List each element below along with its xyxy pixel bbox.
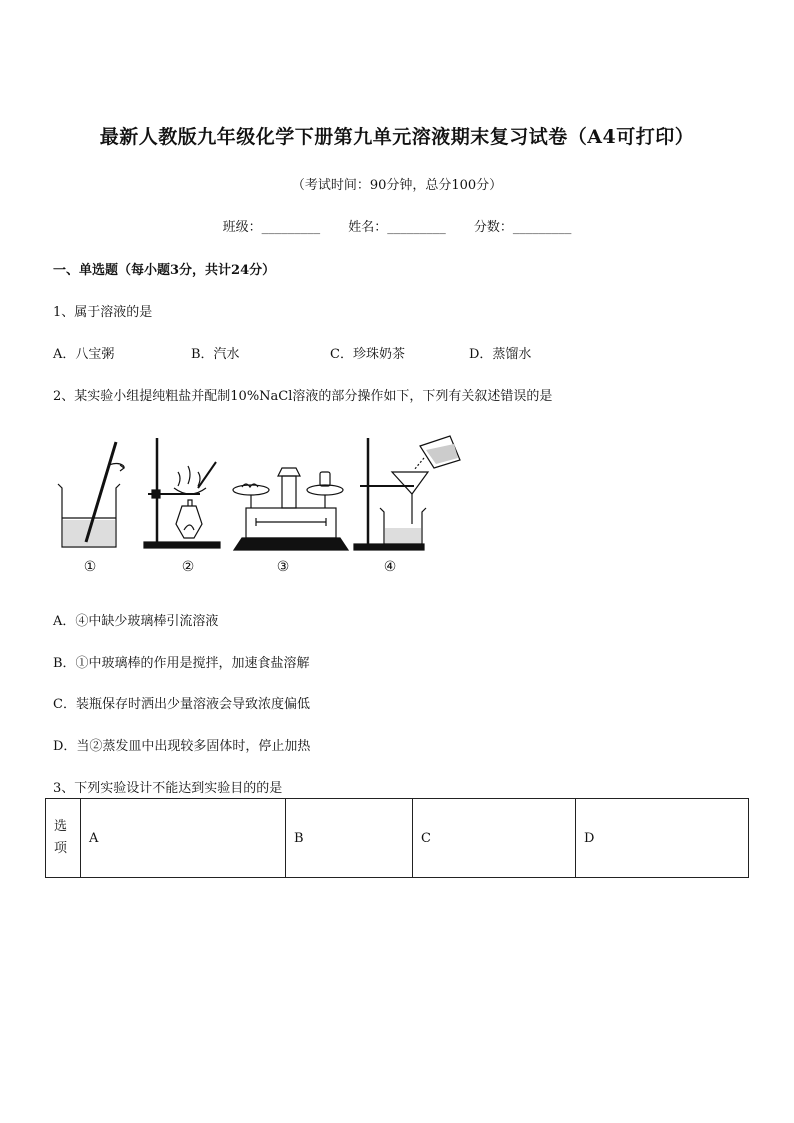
exam-info: （考试时间：90分钟，总分100分） <box>291 178 503 193</box>
question-2-option-a: A．④中缺少玻璃棒引流溶液 <box>53 614 219 629</box>
figure-label-1: ① <box>83 559 97 575</box>
question-3-text: 3、下列实验设计不能达到实验目的的是 <box>53 781 283 796</box>
figure-label-4: ④ <box>383 559 397 575</box>
figure-label-2: ② <box>181 559 195 575</box>
table-header-line-1: 选 <box>54 819 68 834</box>
question-2-text: 2、某实验小组提纯粗盐并配制10%NaCl溶液的部分操作如下，下列有关叙述错误的是 <box>53 389 553 404</box>
experiment-apparatus-figure <box>50 432 470 582</box>
table-column-a: A <box>81 799 286 878</box>
question-2-option-d: D．当②蒸发皿中出现较多固体时，停止加热 <box>53 739 311 754</box>
page-title: 最新人教版九年级化学下册第九单元溶液期末复习试卷（A4可打印） <box>99 126 695 148</box>
table-column-b: B <box>286 799 413 878</box>
dissolving-beaker-illustration <box>58 442 124 547</box>
score-field: 分数：_________ <box>473 220 572 235</box>
section-title: 一、单选题（每小题3分，共计24分） <box>53 263 276 278</box>
class-field: 班级：_________ <box>222 220 321 235</box>
question-1-option-a: A．八宝粥 <box>53 347 115 362</box>
table-header-cell <box>46 799 81 878</box>
question-2-option-b: B．①中玻璃棒的作用是搅拌，加速食盐溶解 <box>53 656 310 671</box>
balance-illustration <box>233 468 348 550</box>
question-1-option-d: D．蒸馏水 <box>469 347 532 362</box>
table-column-d: D <box>576 799 749 878</box>
question-1-option-b: B．汽水 <box>191 347 240 362</box>
table-column-c: C <box>413 799 576 878</box>
table-row <box>46 799 749 878</box>
student-fields <box>0 216 794 235</box>
question-2-option-c: C．装瓶保存时洒出少量溶液会导致浓度偏低 <box>53 697 310 712</box>
evaporation-stand-illustration <box>144 438 220 548</box>
name-field: 姓名：_________ <box>348 220 446 235</box>
question-1-text: 1、属于溶液的是 <box>53 305 153 320</box>
question-3-options-table <box>45 798 749 878</box>
figure-label-3: ③ <box>276 559 290 575</box>
question-1-option-c: C．珍珠奶茶 <box>330 347 405 362</box>
table-header-line-2: 项 <box>54 841 68 856</box>
filtration-illustration <box>354 436 460 550</box>
